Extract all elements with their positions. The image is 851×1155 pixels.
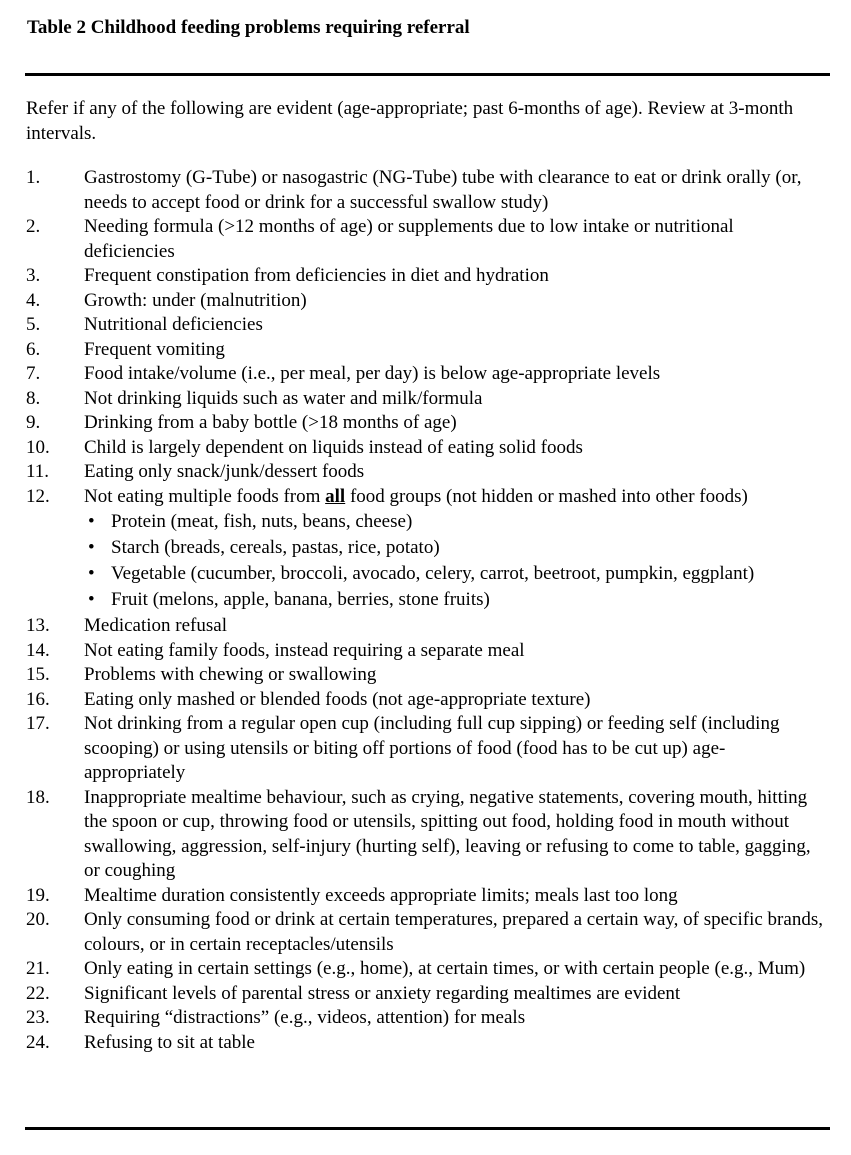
item-text: Not eating family foods, instead requiring a separate meal [84,639,525,661]
item-text: Eating only mashed or blended foods (not age-appropriate texture) [84,688,591,710]
item-number: 4. [26,289,41,311]
item-text: Problems with chewing or swallowing [84,664,377,685]
item-number: 5. [26,314,41,335]
list-item [26,264,826,289]
item-text: Frequent vomiting [84,338,225,360]
item-number: 6. [26,338,41,360]
item-number: 13. [26,615,50,636]
item-number: 15. [26,664,50,685]
bullet-item [84,536,826,561]
bullet-icon: • [88,589,95,610]
item-text: Not drinking liquids such as water and milk/formula [84,387,483,409]
bullet-item [84,510,826,535]
intro-paragraph: Refer if any of the following are evident (age-appropriate; past 6-months of age). Review at 3-month intervals. [26,98,794,144]
item-text-emphasis: all [325,485,346,507]
item-number: 8. [26,387,41,409]
list-item-food-groups [26,485,826,613]
bullet-item [84,588,826,613]
item-text: Gastrostomy (G-Tube) or nasogastric (NG-Tube) tube with clearance to eat or drink orally (or, needs to accept food or drink for a successful swallow study) [84,167,802,213]
item-text: Needing formula (>12 months of age) or supplements due to low intake or nutritional deficiencies [84,216,734,262]
bottom-rule [25,1127,830,1130]
item-number: 10. [26,436,50,458]
list-item [26,639,826,664]
item-number: 11. [26,461,50,482]
bullet-icon: • [88,511,95,532]
item-text: Drinking from a baby bottle (>18 months of age) [84,412,457,433]
list-item [26,786,826,884]
item-text: Nutritional deficiencies [84,314,263,335]
list-item [26,313,826,338]
list-item [26,957,826,982]
bullet-text: Starch (breads, cereals, pastas, rice, potato) [111,537,440,558]
list-item [26,338,826,363]
list-item [26,215,826,264]
item-number: 12. [26,485,50,507]
referral-criteria-list [26,166,826,1055]
item-number: 24. [26,1031,50,1053]
item-text-before: Not eating multiple foods from [84,485,326,507]
bullet-text: Protein (meat, fish, nuts, beans, cheese) [111,511,413,532]
item-text: Mealtime duration consistently exceeds appropriate limits; meals last too long [84,884,678,906]
item-number: 22. [26,982,50,1004]
list-item [26,663,826,688]
item-text: Only consuming food or drink at certain temperatures, prepared a certain way, of specific brands, colours, or in certain receptacles/utensils [84,909,823,955]
list-item [26,884,826,909]
item-text: Child is largely dependent on liquids instead of eating solid foods [84,436,583,458]
list-item [26,982,826,1007]
item-text: Only eating in certain settings (e.g., home), at certain times, or with certain people (e.g., Mum) [84,958,806,979]
item-number: 17. [26,713,50,734]
bullet-icon: • [88,537,95,558]
item-text: Requiring “distractions” (e.g., videos, attention) for meals [84,1007,526,1028]
item-text: Food intake/volume (i.e., per meal, per day) is below age-appropriate levels [84,363,661,384]
item-number: 16. [26,688,50,710]
list-item [26,460,826,485]
item-text: Refusing to sit at table [84,1031,255,1053]
list-item [26,289,826,314]
item-number: 20. [26,909,50,930]
item-number: 9. [26,412,41,433]
item-number: 2. [26,216,41,237]
item-number: 3. [26,265,41,286]
list-item [26,1031,826,1056]
item-text: Not drinking from a regular open cup (including full cup sipping) or feeding self (including scooping) or using utensils or biting off portions of food (food has to be cut up) age-appropriately [84,713,780,783]
bullet-text: Fruit (melons, apple, banana, berries, stone fruits) [111,589,490,610]
list-item [26,362,826,387]
item-text: Significant levels of parental stress or anxiety regarding mealtimes are evident [84,982,681,1004]
list-item [26,688,826,713]
list-item [26,411,826,436]
item-number: 19. [26,884,50,906]
item-text: Inappropriate mealtime behaviour, such as crying, negative statements, covering mouth, hitting the spoon or cup, throwing food or utensils, spitting out food, holding food in mouth without swallowing, aggression, self-injury (hurting self), leaving or refusing to come to table, gagging, or coughing [84,786,811,881]
list-item [26,614,826,639]
item-number: 14. [26,639,50,661]
bullet-text: Vegetable (cucumber, broccoli, avocado, celery, carrot, beetroot, pumpkin, eggplant) [111,563,755,584]
bullet-icon: • [88,563,95,584]
list-item [26,436,826,461]
list-item [26,1006,826,1031]
item-number: 18. [26,786,50,808]
list-item [26,387,826,412]
bullet-item [84,562,826,587]
top-rule [25,73,830,76]
item-number: 21. [26,958,50,979]
item-text: Frequent constipation from deficiencies in diet and hydration [84,265,549,286]
item-text: Eating only snack/junk/dessert foods [84,461,365,482]
list-item [26,908,826,957]
food-group-bullets [84,510,826,613]
item-number: 23. [26,1007,50,1028]
item-number: 7. [26,363,41,384]
item-text: Medication refusal [84,615,227,636]
item-text-after: food groups (not hidden or mashed into other foods) [345,485,748,507]
item-text: Growth: under (malnutrition) [84,289,307,311]
table-title: Table 2 Childhood feeding problems requiring referral [27,17,470,38]
item-number: 1. [26,167,41,188]
list-item [26,166,826,215]
list-item [26,712,826,786]
